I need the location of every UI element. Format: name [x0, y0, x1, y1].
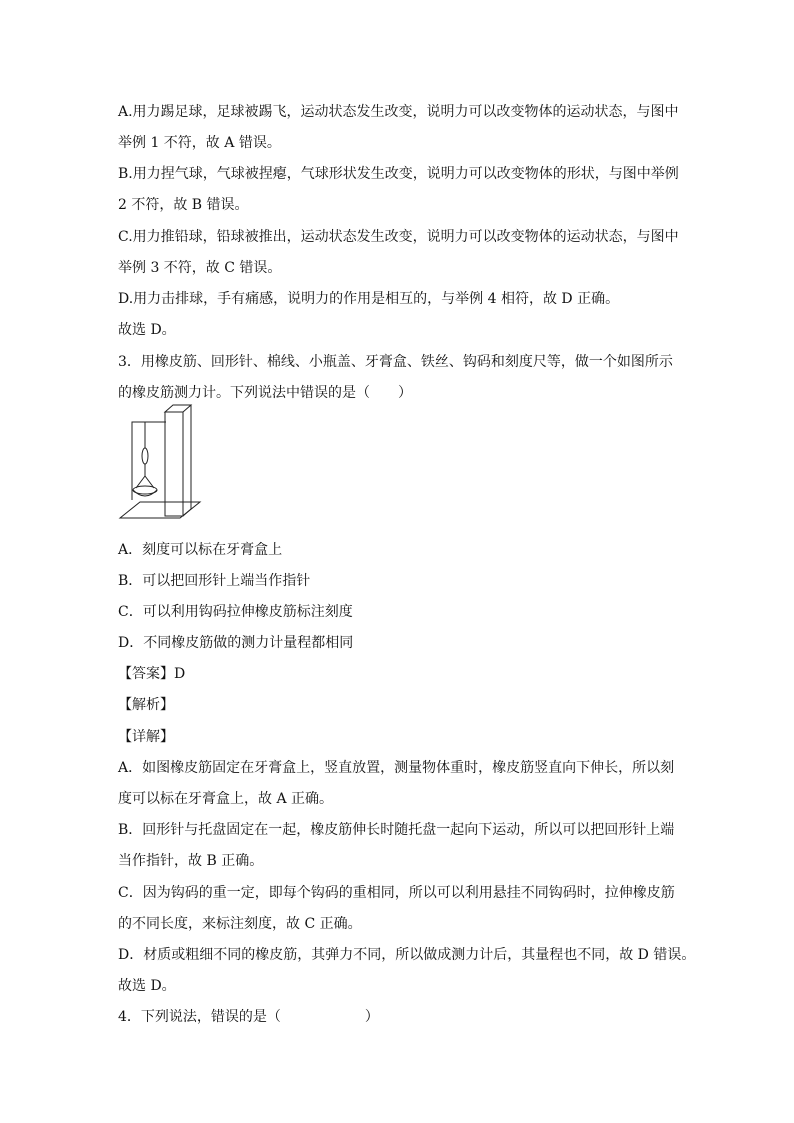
- question-3-stem-line-1: 3．用橡皮筋、回形针、棉线、小瓶盖、牙膏盒、铁丝、钩码和刻度尺等，做一个如图所示: [118, 354, 673, 370]
- explanation-c-line-1: C．因为钩码的重一定，即每个钩码的重相同，所以可以利用悬挂不同钩码时，拉伸橡皮筋: [118, 885, 675, 901]
- explanation-a-line-1: A．如图橡皮筋固定在牙膏盒上，竖直放置，测量物体重时，橡皮筋竖直向下伸长，所以刻: [118, 760, 675, 776]
- explanation-b-line-2: 当作指针，故 B 正确。: [118, 853, 264, 869]
- text-line-1: A.用力踢足球，足球被踢飞，运动状态发生改变，说明力可以改变物体的运动状态，与图中: [118, 104, 679, 120]
- option-b: B．可以把回形针上端当作指针: [118, 573, 311, 589]
- analysis-label: 【解析】: [118, 697, 174, 713]
- question-3-stem-line-2: 的橡皮筋测力计。下列说法中错误的是（ ）: [118, 385, 412, 401]
- text-line-7: D.用力击排球，手有痛感，说明力的作用是相互的，与举例 4 相符，故 D 正确。: [118, 291, 620, 307]
- explanation-c-line-2: 的不同长度，来标注刻度，故 C 正确。: [118, 916, 362, 932]
- detail-label: 【详解】: [118, 729, 174, 745]
- text-line-2: 举例 1 不符，故 A 错误。: [118, 135, 281, 151]
- text-line-4: 2 不符，故 B 错误。: [118, 197, 249, 213]
- answer-label: 【答案】D: [118, 666, 186, 682]
- option-a: A．刻度可以标在牙膏盒上: [118, 542, 283, 558]
- option-c: C．可以利用钩码拉伸橡皮筋标注刻度: [118, 604, 353, 620]
- text-line-5: C.用力推铅球，铅球被推出，运动状态发生改变，说明力可以改变物体的运动状态，与图中: [118, 229, 679, 245]
- text-line-3: B.用力捏气球，气球被捏瘪，气球形状发生改变，说明力可以改变物体的形状，与图中举例: [118, 166, 679, 182]
- explanation-d: D．材质或粗细不同的橡皮筋，其弹力不同，所以做成测力计后，其量程也不同，故 D 错误。: [118, 947, 696, 963]
- explanation-b-line-1: B．回形针与托盘固定在一起，橡皮筋伸长时随托盘一起向下运动，所以可以把回形针上端: [118, 822, 675, 838]
- text-line-6: 举例 3 不符，故 C 错误。: [118, 260, 282, 276]
- question-4-stem: 4．下列说法，错误的是（ ）: [118, 1009, 379, 1025]
- explanation-a-line-2: 度可以标在牙膏盒上，故 A 正确。: [118, 791, 334, 807]
- text-line-8: 故选 D。: [118, 322, 176, 338]
- rubber-band-force-meter-figure: [118, 390, 210, 530]
- option-d: D．不同橡皮筋做的测力计量程都相同: [118, 635, 354, 651]
- conclusion: 故选 D。: [118, 978, 176, 994]
